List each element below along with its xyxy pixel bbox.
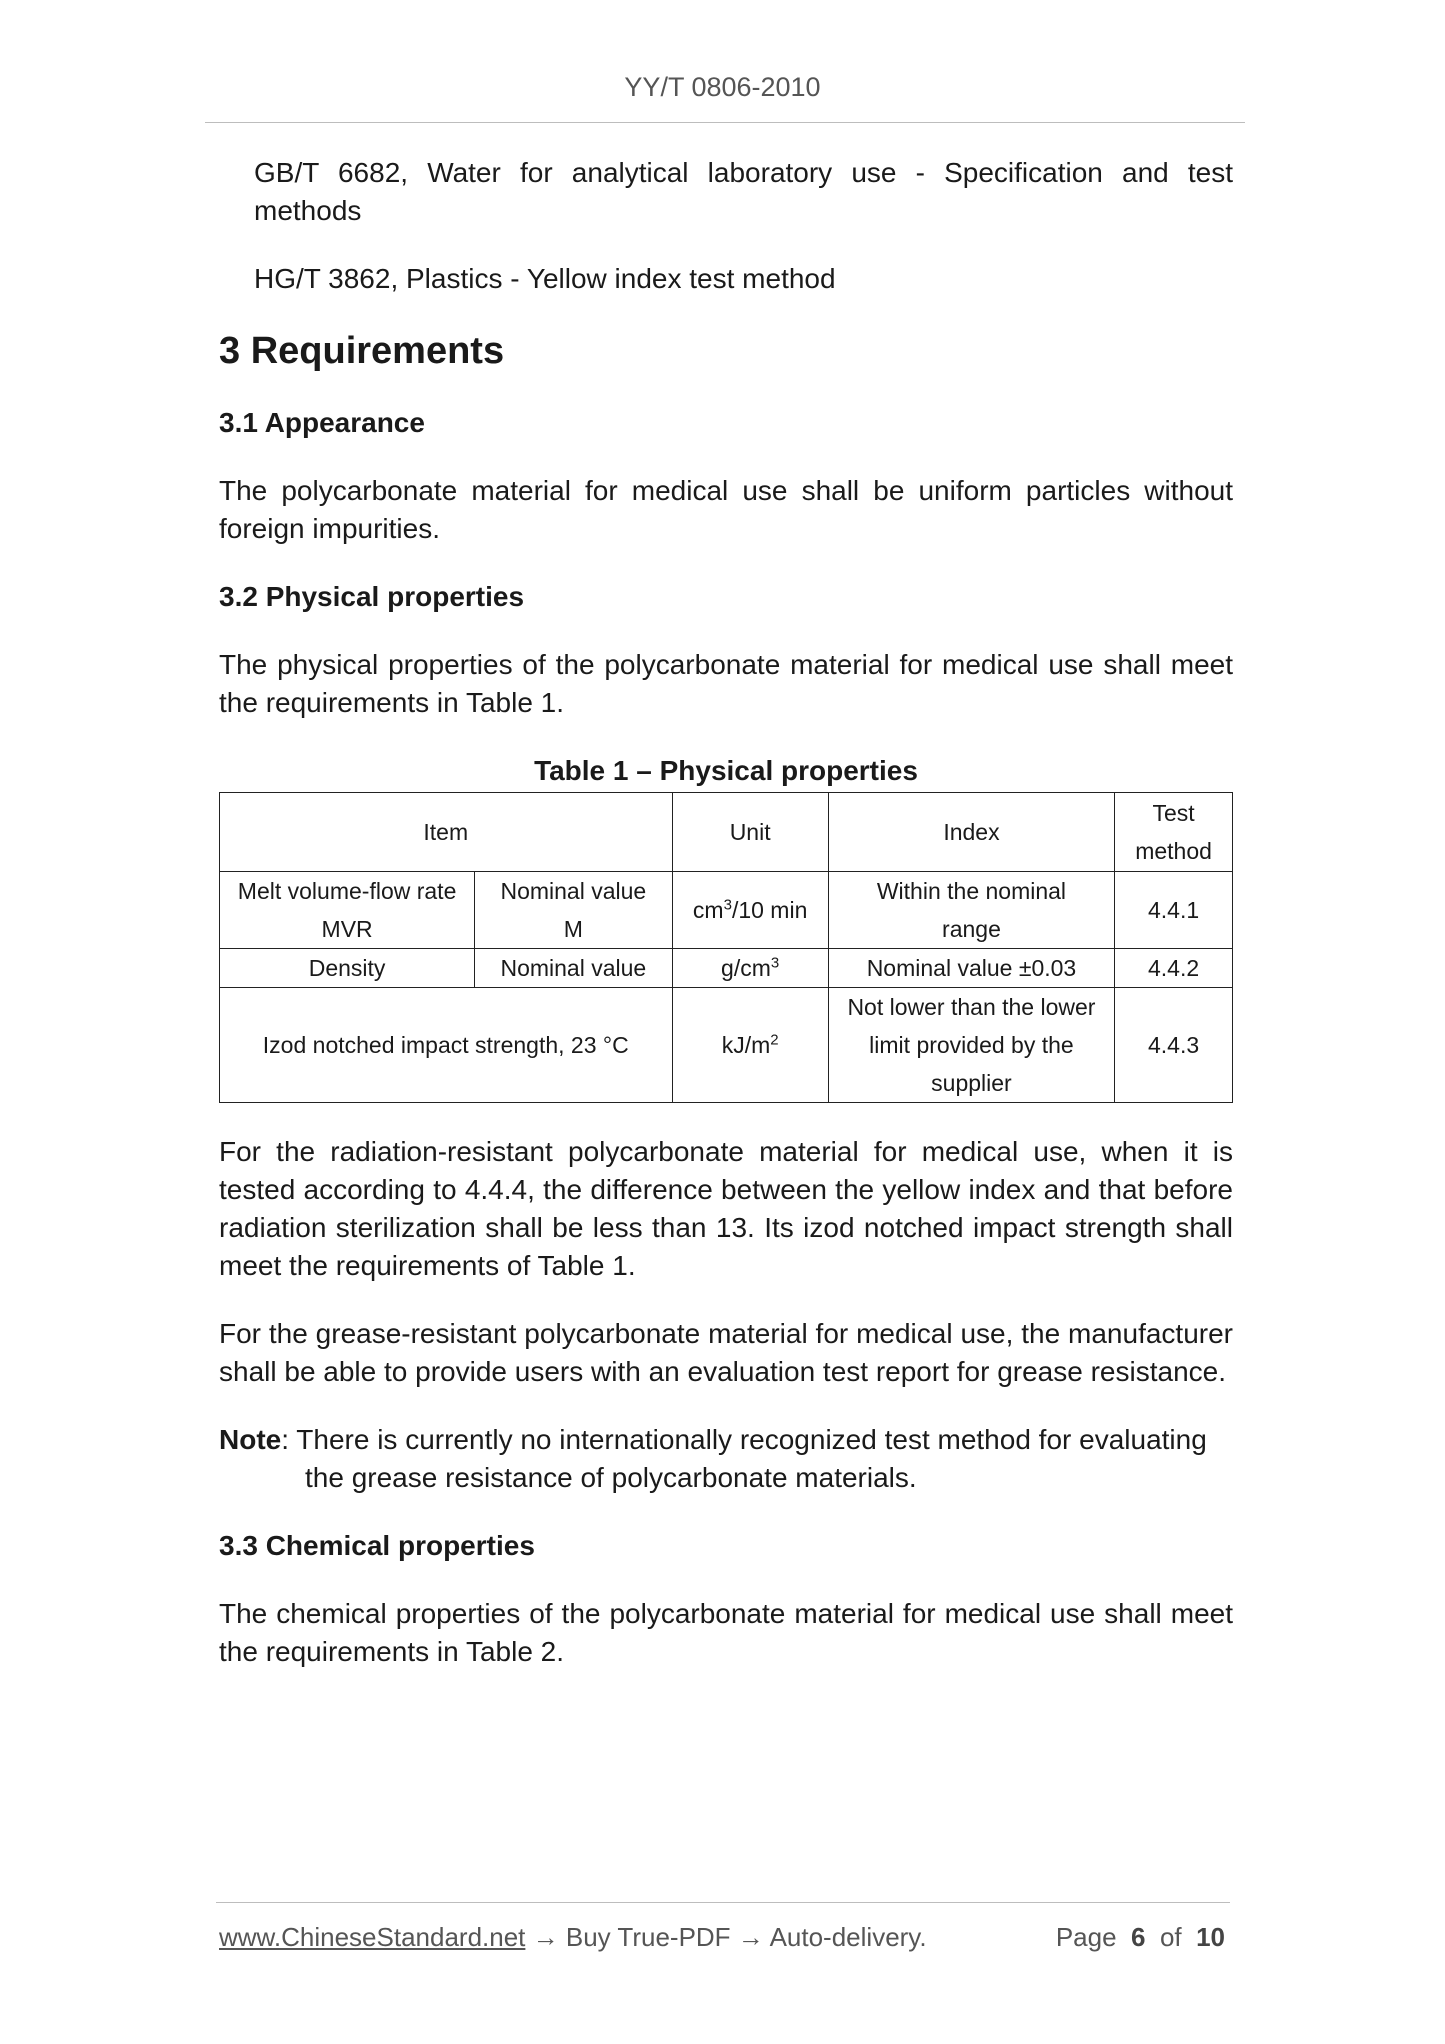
header-unit-cell: Unit <box>672 793 828 872</box>
izod-index-line3: supplier <box>931 1070 1012 1096</box>
izod-item-cell: Izod notched impact strength, 23 °C <box>220 988 673 1103</box>
reference-hgt-3862: HG/T 3862, Plastics - Yellow index test method <box>254 263 836 294</box>
izod-unit-sup: 2 <box>770 1031 779 1049</box>
section-heading-requirements: 3 Requirements <box>219 330 505 372</box>
header-test-method-line2: method <box>1135 838 1212 864</box>
note-line2: the grease resistance of polycarbonate materials. <box>305 1462 917 1493</box>
note-label: Note <box>219 1424 282 1455</box>
density-unit-cell <box>672 949 828 988</box>
mvr-item-cell <box>220 872 475 949</box>
table-1-title: Table 1 – Physical properties <box>534 755 918 786</box>
mvr-sub-line2: M <box>563 916 583 942</box>
header-test-method-line1: Test <box>1152 800 1195 826</box>
izod-index-line1: Not lower than the lower <box>847 994 1096 1020</box>
izod-unit-cell <box>672 988 828 1103</box>
mvr-sub-line1: Nominal value <box>500 878 647 904</box>
density-index-cell: Nominal value ±0.03 <box>828 949 1114 988</box>
mvr-index-line2: range <box>942 916 1001 942</box>
density-item-cell: Density <box>220 949 475 988</box>
page-number: 6 <box>1131 1922 1146 1952</box>
radiation-resistant-paragraph: For the radiation-resistant polycarbonate material for medical use, when it is tested according to 4.4.4, the difference between the yellow index and that before radiation sterilization shall be less than 13. Its izod notched impact strength shall meet the requirements of Table 1. <box>219 1136 1233 1281</box>
page-total: 10 <box>1196 1922 1225 1952</box>
chemical-properties-paragraph: The chemical properties of the polycarbonate material for medical use shall meet the requirements in Table 2. <box>219 1598 1233 1667</box>
table-row-density <box>220 949 1233 988</box>
izod-index-cell <box>828 988 1114 1103</box>
table-header-row <box>220 793 1233 872</box>
page-indicator <box>1056 1922 1225 1953</box>
mvr-unit-cell <box>672 872 828 949</box>
izod-index-line2: limit provided by the <box>869 1032 1074 1058</box>
izod-test-cell: 4.4.3 <box>1115 988 1233 1103</box>
table-row-mvr <box>220 872 1233 949</box>
mvr-unit-base: cm <box>692 897 724 923</box>
density-test-cell: 4.4.2 <box>1115 949 1233 988</box>
of-label: of <box>1159 1922 1182 1952</box>
subsection-heading-chemical-properties: 3.3 Chemical properties <box>219 1530 535 1561</box>
izod-unit-base: kJ/m <box>721 1032 771 1058</box>
mvr-sub-cell <box>475 872 672 949</box>
note-line1: : There is currently no internationally recognized test method for evaluating <box>281 1424 1207 1455</box>
density-sub-cell: Nominal value <box>475 949 672 988</box>
appearance-paragraph: The polycarbonate material for medical use shall be uniform particles without foreign impurities. <box>219 475 1233 544</box>
density-unit-sup: 3 <box>770 954 780 972</box>
header-index-cell: Index <box>828 793 1114 872</box>
header-test-method-cell <box>1115 793 1233 872</box>
mvr-index-cell <box>828 872 1114 949</box>
page-label: Page <box>1055 1922 1117 1952</box>
mvr-item-line1: Melt volume-flow rate <box>237 878 457 904</box>
mvr-unit-tail: /10 min <box>731 897 808 923</box>
document-body <box>219 154 1233 1701</box>
note-block <box>219 1421 1233 1497</box>
mvr-test-cell: 4.4.1 <box>1115 872 1233 949</box>
reference-gbt-6682: GB/T 6682, Water for analytical laboratory use - Specification and test methods <box>254 157 1233 226</box>
table-row-izod <box>220 988 1233 1103</box>
chinesestandard-link[interactable]: www.ChineseStandard.net <box>219 1922 526 1952</box>
footer-tagline: → Buy True-PDF → Auto-delivery. <box>525 1922 927 1952</box>
mvr-index-line1: Within the nominal <box>876 878 1067 904</box>
subsection-heading-physical-properties: 3.2 Physical properties <box>219 581 525 612</box>
density-unit-base: g/cm <box>721 955 771 981</box>
physical-properties-table <box>219 792 1233 1103</box>
header-item-cell: Item <box>220 793 673 872</box>
mvr-item-line2: MVR <box>321 916 373 942</box>
footer-left <box>219 1922 927 1953</box>
page-header-doc-id: YY/T 0806-2010 <box>624 72 821 102</box>
header-divider <box>205 122 1245 123</box>
physical-properties-intro: The physical properties of the polycarbonate material for medical use shall meet the requirements in Table 1. <box>219 649 1233 718</box>
footer-divider <box>216 1902 1230 1903</box>
subsection-heading-appearance: 3.1 Appearance <box>219 407 425 438</box>
mvr-unit-sup: 3 <box>723 896 732 914</box>
grease-resistant-paragraph: For the grease-resistant polycarbonate material for medical use, the manufacturer shall be able to provide users with an evaluation test report for grease resistance. <box>219 1318 1233 1387</box>
